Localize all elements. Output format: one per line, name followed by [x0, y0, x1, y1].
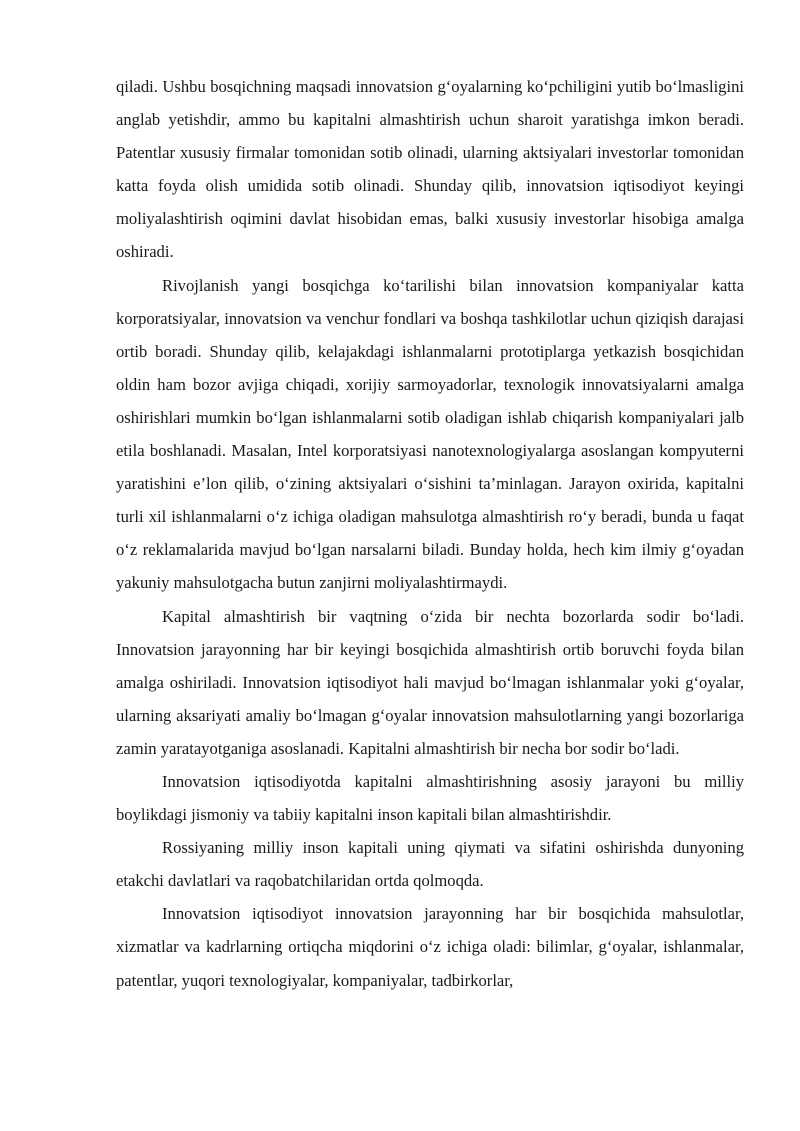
paragraph-russia-capital: Rossiyaning milliy inson kapitali uning qiymati va sifatini oshirishda dunyoning etakchi davlatlari va raqobatchilaridan ortda qolmoqda.: [116, 838, 744, 891]
document-page: [116, 70, 744, 997]
paragraph-innovation-economy: Innovatsion iqtisodiyot innovatsion jarayonning har bir bosqichida mahsulotlar, xizmatlar va kadrlarning ortiqcha miqdorini o‘z ichiga oladi: bilimlar, g‘oyalar, ishlanmalar, patentlar, yuqori texnologiyalar, kompaniyalar, tadbirkorlar,: [116, 904, 744, 990]
paragraph-development-stage: Rivojlanish yangi bosqichga ko‘tarilishi bilan innovatsion kompaniyalar katta korporatsiyalar, innovatsion va venchur fondlari va boshqa tashkilotlar uchun qiziqish darajasi ortib boradi. Shunday qilib, kelajakdagi ishlanmalarni prototiplarga yetkazish bosqichidan oldin ham bozor avjiga chiqadi, xorijiy sarmoyadorlar, texnologik innovatsiyalarni amalga oshirishlari mumkin bo‘lgan ishlanmalarni sotib oladigan ishlab chiqarish kompaniyalari jalb etila boshlanadi. Masalan, Intel korporatsiyasi nanotexnologiyalarga asoslangan kompyuterni yaratishini e’lon qilib, o‘zining aktsiyalari o‘sishini ta’minlagan. Jarayon oxirida, kapitalni turli xil ishlanmalarni o‘z ichiga oladigan mahsulotga almashtirish ro‘y beradi, bunda u faqat o‘z reklamalarida mavjud bo‘lgan narsalarni biladi. Bunday holda, hech kim ilmiy g‘oyadan yakuniy mahsulotgacha butun zanjirni moliyalashtirmaydi.: [116, 275, 744, 593]
paragraph-capital-exchange: Kapital almashtirish bir vaqtning o‘zida bir nechta bozorlarda sodir bo‘ladi. Innovatsion jarayonning har bir keyingi bosqichida almashtirish ortib boruvchi foyda bilan amalga oshiriladi. Innovatsion iqtisodiyot hali mavjud bo‘lmagan ishlanmalar yoki g‘oyalar, ularning aksariyati amaliy bo‘lmagan g‘oyalar innovatsion mahsulotlarning yangi bozorlariga zamin yaratayotganiga asoslanadi. Kapitalni almashtirish bir necha bor sodir bo‘ladi.: [116, 606, 744, 758]
paragraph-continuation: qiladi. Ushbu bosqichning maqsadi innovatsion g‘oyalarning ko‘pchiligini yutib bo‘lmasligini anglab yetishdir, ammo bu kapitalni almashtirish uchun sharoit yaratishga imkon beradi. Patentlar xususiy firmalar tomonidan sotib olinadi, ularning aktsiyalari investorlar tomonidan katta foyda olish umidida sotib olinadi. Shunday qilib, innovatsion iqtisodiyot keyingi moliyalashtirish oqimini davlat hisobidan emas, balki xususiy investorlar hisobiga amalga oshiradi.: [116, 77, 744, 262]
paragraph-main-process: Innovatsion iqtisodiyotda kapitalni almashtirishning asosiy jarayoni bu milliy boylikdagi jismoniy va tabiiy kapitalni inson kapitali bilan almashtirishdir.: [116, 771, 744, 825]
